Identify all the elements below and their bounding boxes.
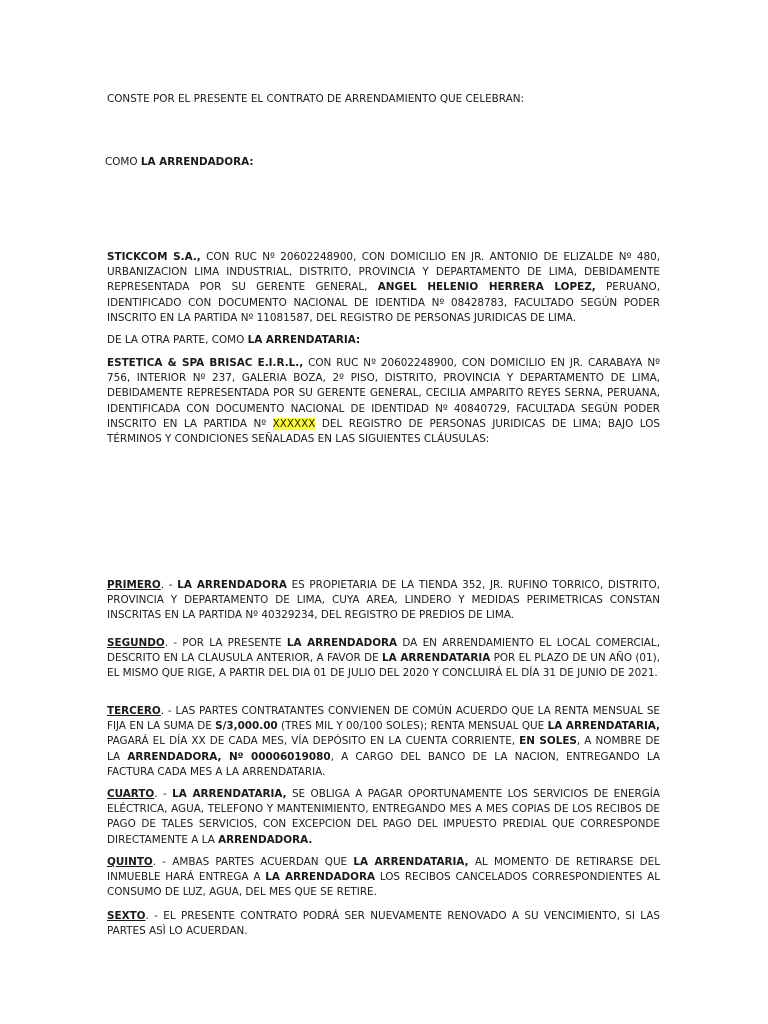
arrendataria-paragraph: ESTETICA & SPA BRISAC E.I.R.L., CON RUC Nº 20602248900, CON DOMICILIO EN JR. CARABAYA Nº 756, INTERIOR Nº 237, GALERIA BOZA, 2º PISO, DISTRITO, PROVINCIA Y DEPARTAMENTO DE LIMA, DEBIDAMENTE REPRESENTADA POR SU GERENTE GENERAL, CECILIA AMPARITO REYES SERNA, PERUANA, IDENTIFICADA CON DOCUMENTO NACIONAL DE IDENTIDAD Nº 40840729, FACULTADA SEGÚN PODER INSCRITO EN LA PARTIDA Nº XXXXXX DEL REGISTRO DE PERSONAS JURIDICAS DE LIMA; BAJO LOS TÉRMINOS Y CONDICIONES SEÑALADAS EN LAS SIGUIENTES CLÁUSULAS: [107, 357, 660, 446]
clause-primero: PRIMERO. - LA ARRENDADORA ES PROPIETARIA DE LA TIENDA 352, JR. RUFINO TORRICO, DISTRITO, PROVINCIA Y DEPARTAMENTO DE LIMA, CUYA AREA, LINDERO Y MEDIDAS PERIMETRICAS CONSTAN INSCRITAS EN LA PARTIDA Nº 40329234, DEL REGISTRO DE PREDIOS DE LIMA. [107, 579, 660, 622]
clause-tercero: TERCERO. - LAS PARTES CONTRATANTES CONVIENEN DE COMÚN ACUERDO QUE LA RENTA MENSUAL SE FIJA EN LA SUMA DE S/3,000.00 (TRES MIL Y 00/100 SOLES); RENTA MENSUAL QUE LA ARRENDATARIA, PAGARÁ EL DÍA XX DE CADA MES, VÍA DEPÓSITO EN LA CUENTA CORRIENTE, EN SOLES, A NOMBRE DE LA ARRENDADORA, Nº 00006019080, A CARGO DEL BANCO DE LA NACION, ENTREGANDO LA FACTURA CADA MES A LA ARRENDATARIA. [107, 705, 660, 778]
intro-line [107, 92, 660, 107]
arrendadora-paragraph: STICKCOM S.A., CON RUC Nº 20602248900, CON DOMICILIO EN JR. ANTONIO DE ELIZALDE Nº 480, URBANIZACION LIMA INDUSTRIAL, DISTRITO, PROVINCIA Y DEPARTAMENTO DE LIMA, DEBIDAMENTE REPRESENTADA POR SU GERENTE GENERAL, ANGEL HELENIO HERRERA LOPEZ, PERUANO, IDENTIFICADO CON DOCUMENTO NACIONAL DE IDENTIDA Nº 08428783, FACULTADO SEGÚN PODER INSCRITO EN LA PARTIDA Nº 11081587, DEL REGISTRO DE PERSONAS JURIDICAS DE LIMA. [107, 251, 661, 324]
arrendataria-heading: DE LA OTRA PARTE, COMO LA ARRENDATARIA: [107, 334, 361, 346]
highlighted-placeholder: XXXXXX [272, 417, 316, 430]
intro-text: CONSTE POR EL PRESENTE EL CONTRATO DE ARRENDAMIENTO QUE CELEBRAN: [107, 93, 524, 105]
clause-quinto: QUINTO. - AMBAS PARTES ACUERDAN QUE LA ARRENDATARIA, AL MOMENTO DE RETIRARSE DEL INMUEBLE HARÁ ENTREGA A LA ARRENDADORA LOS RECIBOS CANCELADOS CORRESPONDIENTES AL CONSUMO DE LUZ, AGUA, DEL MES QUE SE RETIRE. [107, 856, 660, 899]
clause-segundo: SEGUNDO. - POR LA PRESENTE LA ARRENDADORA DA EN ARRENDAMIENTO EL LOCAL COMERCIAL, DESCRITO EN LA CLAUSULA ANTERIOR, A FAVOR DE LA ARRENDATARIA POR EL PLAZO DE UN AÑO (01), EL MISMO QUE RIGE, A PARTIR DEL DIA 01 DE JULIO DEL 2020 Y CONCLUIRÁ EL DÍA 31 DE JUNIO DE 2021. [107, 637, 660, 680]
clause-sexto: SEXTO. - EL PRESENTE CONTRATO PODRÁ SER NUEVAMENTE RENOVADO A SU VENCIMIENTO, SI LAS PARTES ASÌ LO ACUERDAN. [107, 910, 660, 938]
clause-cuarto: CUARTO. - LA ARRENDATARIA, SE OBLIGA A PAGAR OPORTUNAMENTE LOS SERVICIOS DE ENERGÍA ELÉCTRICA, AGUA, TELEFONO Y MANTENIMIENTO, ENTREGANDO MES A MES COPIAS DE LOS RECIBOS DE PAGO DE TALES SERVICIOS, CON EXCEPCION DEL PAGO DEL IMPUESTO PREDIAL QUE CORRESPONDE DIRECTAMENTE A LA ARRENDADORA. [107, 788, 660, 846]
arrendadora-heading: COMO LA ARRENDADORA: [105, 156, 254, 168]
